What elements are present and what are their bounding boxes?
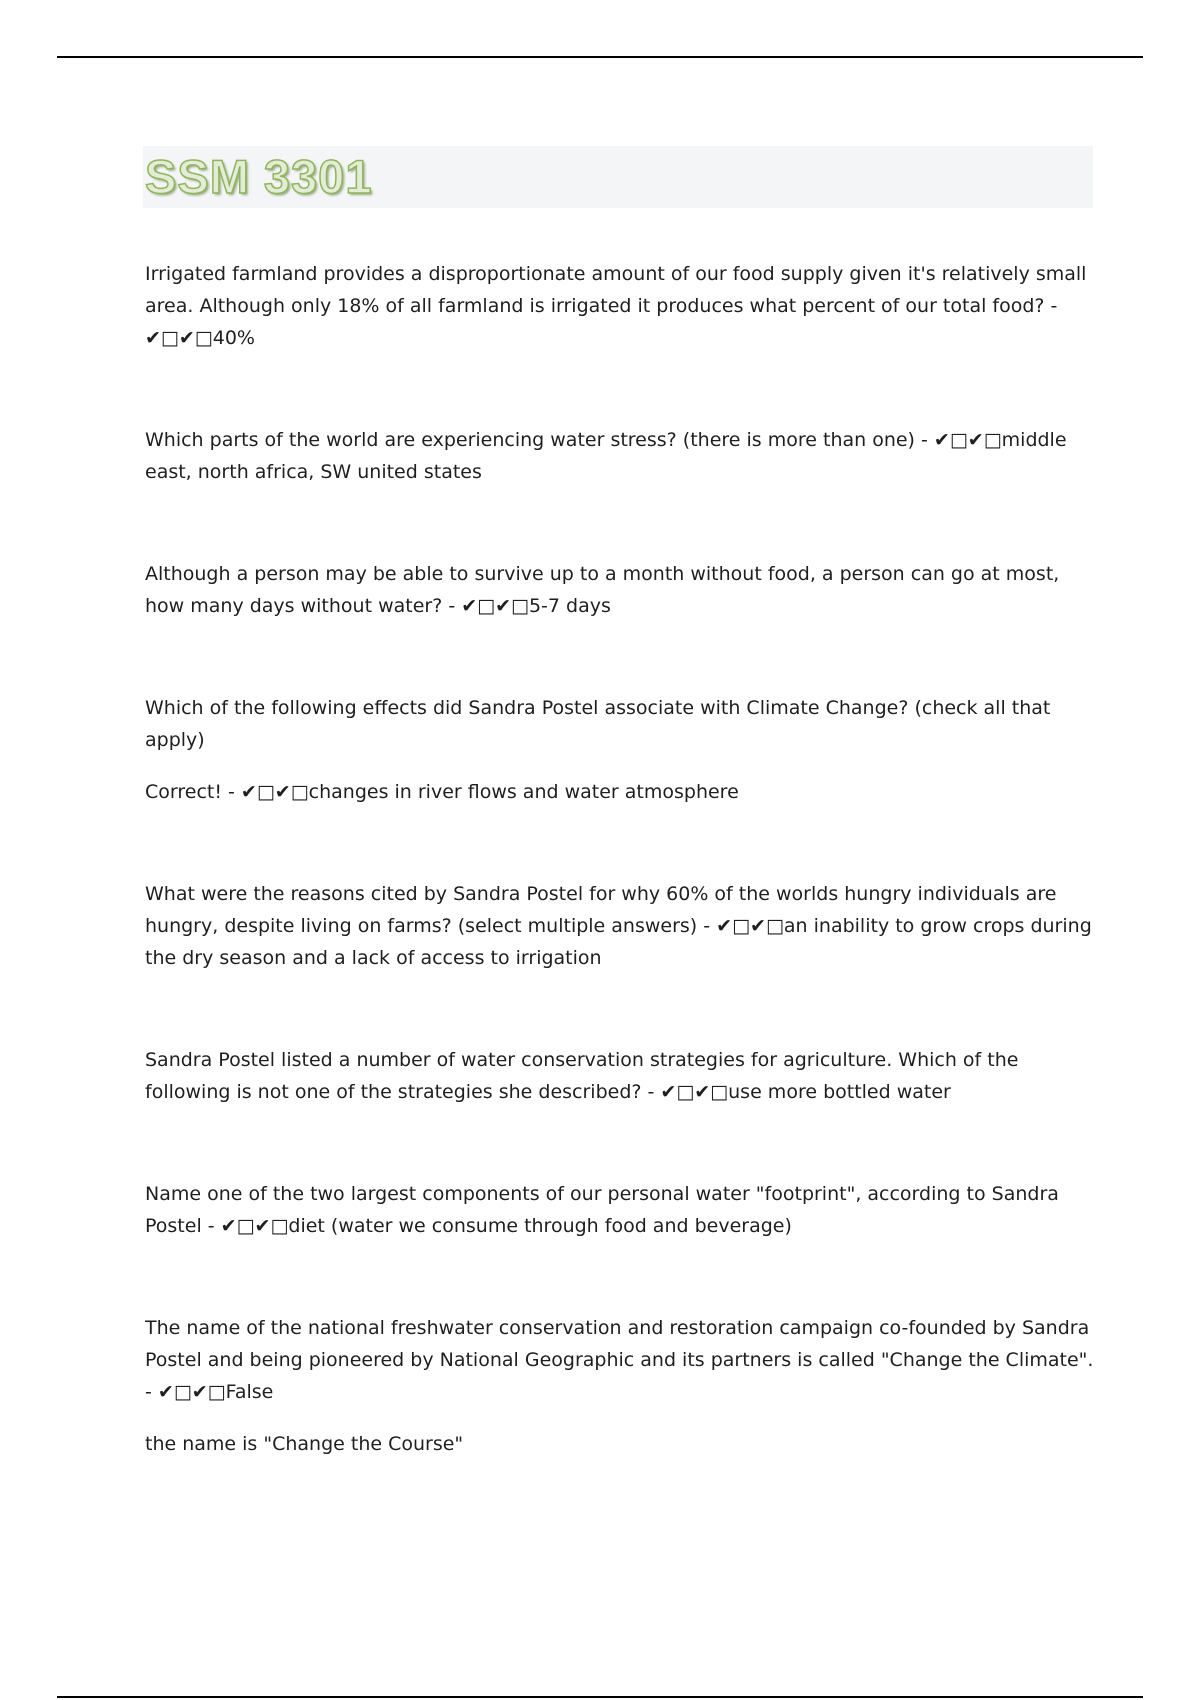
qa-item-7 (145, 1178, 1095, 1242)
qa-answer-note: the name is "Change the Course" (145, 1433, 464, 1455)
title-band (143, 146, 1093, 208)
qa-answer-note: Correct! - ✔□✔□changes in river flows and water atmosphere (145, 781, 739, 803)
qa-item-3 (145, 558, 1095, 622)
qa-question: What were the reasons cited by Sandra Postel for why 60% of the worlds hungry individuals are hungry, despite living on farms? (select multiple answers) - ✔□✔□an inability to grow crops during the dry season and a lack of access to irrigation (145, 883, 1092, 969)
qa-question: Sandra Postel listed a number of water conservation strategies for agriculture. Which of the following is not one of the strategies she described? - ✔□✔□use more bottled water (145, 1049, 1019, 1103)
qa-item-8 (145, 1312, 1095, 1460)
qa-list (145, 258, 1095, 1530)
qa-item-5 (145, 878, 1095, 974)
qa-item-4 (145, 692, 1095, 808)
qa-question: Which of the following effects did Sandra Postel associate with Climate Change? (check all that apply) (145, 697, 1051, 751)
qa-item-1 (145, 258, 1095, 354)
top-rule (57, 56, 1143, 58)
bottom-rule (57, 1696, 1143, 1698)
qa-question: Irrigated farmland provides a disproportionate amount of our food supply given it's relatively small area. Although only 18% of all farmland is irrigated it produces what percent of our total food? - ✔□✔□40% (145, 263, 1087, 349)
qa-item-2 (145, 424, 1095, 488)
qa-question: Which parts of the world are experiencing water stress? (there is more than one) - ✔□✔□middle east, north africa, SW united states (145, 429, 1067, 483)
qa-question: The name of the national freshwater conservation and restoration campaign co-founded by Sandra Postel and being pioneered by National Geographic and its partners is called "Change the Climate". - ✔□✔□False (145, 1317, 1094, 1403)
qa-question: Name one of the two largest components of our personal water "footprint", according to Sandra Postel - ✔□✔□diet (water we consume through food and beverage) (145, 1183, 1059, 1237)
document-title: SSM 3301 (145, 150, 373, 203)
qa-item-6 (145, 1044, 1095, 1108)
qa-question: Although a person may be able to survive up to a month without food, a person can go at most, how many days without water? - ✔□✔□5-7 days (145, 563, 1060, 617)
